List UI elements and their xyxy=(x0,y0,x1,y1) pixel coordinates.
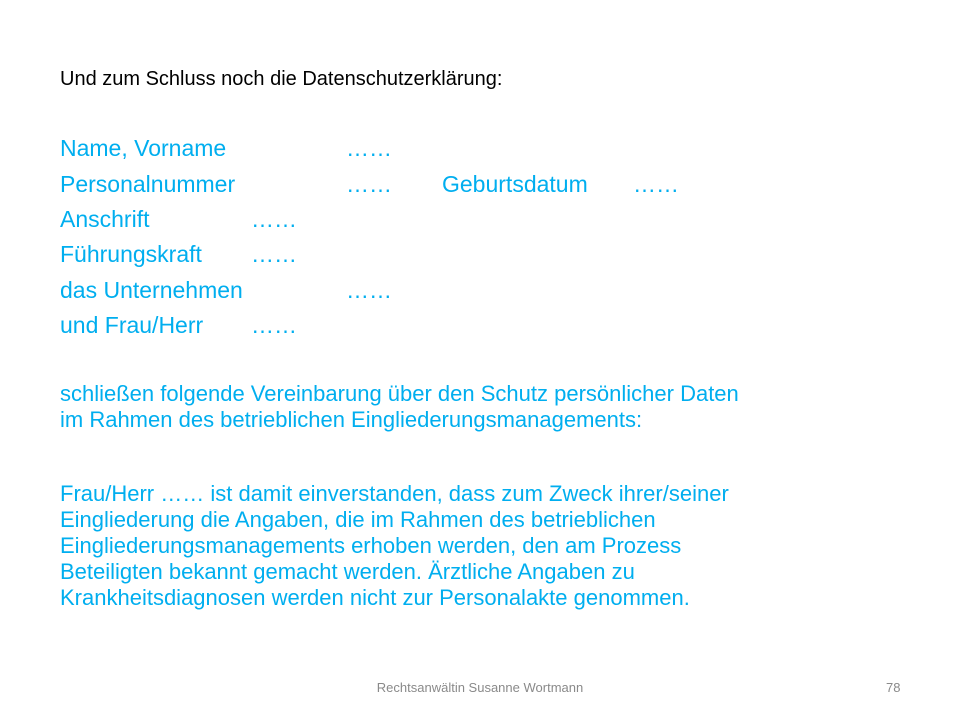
name-placeholder: …… xyxy=(346,135,392,161)
agreement-paragraph xyxy=(60,381,900,433)
consent-line: Frau/Herr …… ist damit einverstanden, dass zum Zweck ihrer/seiner xyxy=(60,481,729,506)
consent-line: Eingliederung die Angaben, die im Rahmen des betrieblichen xyxy=(60,507,656,532)
manager-label: Führungskraft xyxy=(60,241,202,267)
consent-line: Krankheitsdiagnosen werden nicht zur Personalakte genommen. xyxy=(60,585,690,610)
consent-line: Eingliederungsmanagements erhoben werden, den am Prozess xyxy=(60,533,682,558)
address-placeholder: …… xyxy=(251,206,297,232)
agreement-line: schließen folgende Vereinbarung über den Schutz persönlicher Daten xyxy=(60,381,739,406)
personnel-number-label: Personalnummer xyxy=(60,171,236,197)
person-placeholder: …… xyxy=(251,312,297,338)
personnel-number-placeholder: …… xyxy=(346,171,392,197)
company-placeholder: …… xyxy=(346,277,392,303)
address-label: Anschrift xyxy=(60,206,150,232)
manager-placeholder: …… xyxy=(251,241,297,267)
intro-heading: Und zum Schluss noch die Datenschutzerklärung: xyxy=(60,68,503,90)
consent-paragraph xyxy=(60,481,900,611)
birthdate-placeholder: …… xyxy=(633,171,679,197)
person-label: und Frau/Herr xyxy=(60,312,204,338)
company-label: das Unternehmen xyxy=(60,277,243,303)
consent-line: Beteiligten bekannt gemacht werden. Ärztliche Angaben zu xyxy=(60,559,635,584)
agreement-line: im Rahmen des betrieblichen Eingliederungsmanagements: xyxy=(60,407,643,432)
name-label: Name, Vorname xyxy=(60,135,227,161)
birthdate-label: Geburtsdatum xyxy=(442,171,588,197)
page-number: 78 xyxy=(886,680,901,695)
footer-author: Rechtsanwältin Susanne Wortmann xyxy=(376,680,584,695)
